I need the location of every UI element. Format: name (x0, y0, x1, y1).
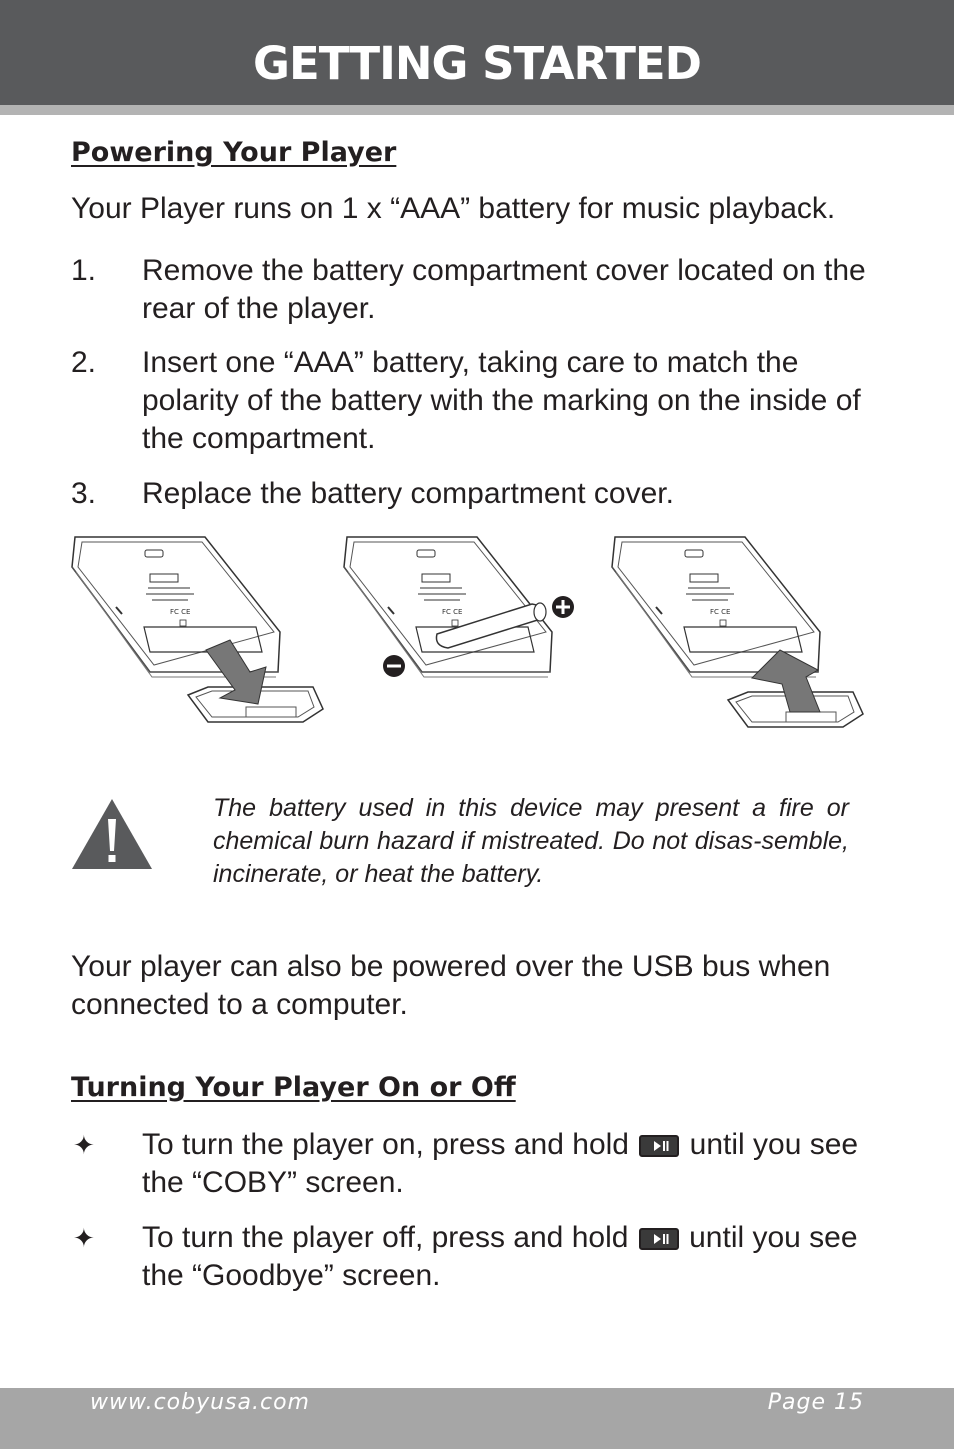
illustration-step-2 (344, 537, 574, 677)
step-number: 2. (71, 346, 97, 379)
step-text: Remove the battery compartment cover located on the rear of the player. (142, 254, 866, 325)
footer-url: www.cobyusa.com (90, 1390, 310, 1415)
battery-installation-illustration (70, 528, 870, 738)
powering-intro: Your Player runs on 1 x “AAA” battery for music playback. (71, 192, 836, 225)
usb-power-note: Your player can also be powered over the USB bus when connected to a computer. (71, 950, 831, 1021)
instruction-text: To turn the player off, press and hold (142, 1221, 629, 1254)
instruction-text: until you see the “COBY” screen. (142, 1128, 859, 1199)
illustration-step-1 (72, 537, 323, 722)
bullet-star-icon: ✦ (73, 1130, 95, 1160)
step-text: Replace the battery compartment cover. (142, 477, 674, 510)
play-pause-button-icon (639, 1228, 679, 1250)
instruction-text: To turn the player on, press and hold (142, 1128, 629, 1161)
step-text: Insert one “AAA” battery, taking care to match the polarity of the battery with the marking on the inside of the compartment. (142, 346, 861, 455)
play-pause-button-icon (639, 1135, 679, 1157)
page-footer (0, 1388, 954, 1449)
warning-icon (70, 797, 154, 871)
section-heading-on-off: Turning Your Player On or Off (71, 1072, 516, 1103)
battery-warning-text: The battery used in this device may present a fire or chemical burn hazard if mistreated. Do not disas-semble, incinerate, or heat the battery. (213, 794, 849, 888)
page-header (0, 0, 954, 115)
page-number: Page 15 (767, 1390, 864, 1415)
page-title: GETTING STARTED (253, 37, 701, 90)
section-heading-powering: Powering Your Player (71, 137, 397, 168)
bullet-star-icon: ✦ (73, 1223, 95, 1253)
step-number: 1. (71, 254, 97, 287)
illustration-step-3 (612, 537, 863, 727)
instruction-text: until you see the “Goodbye” screen. (142, 1221, 858, 1292)
step-number: 3. (71, 477, 97, 510)
